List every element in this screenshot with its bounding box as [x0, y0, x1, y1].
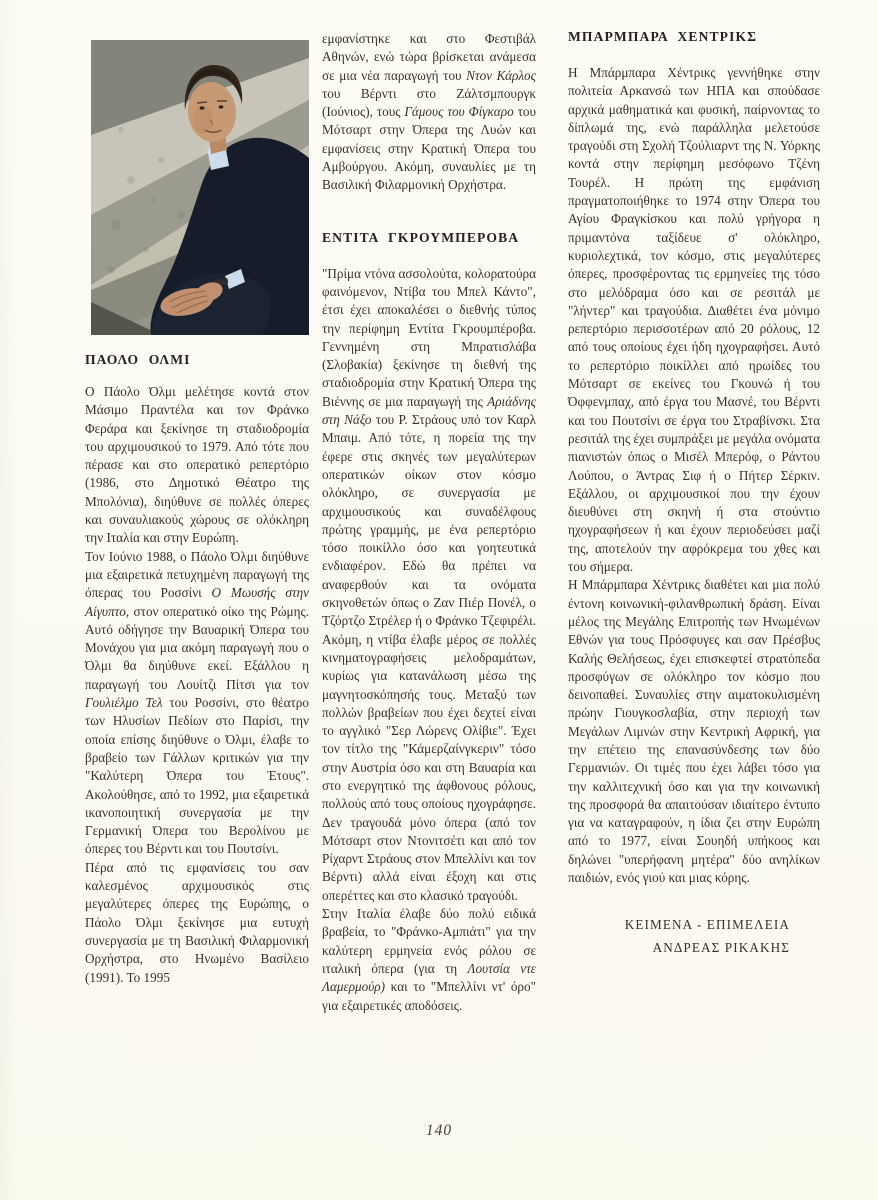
paragraph: εμφανίστηκε και στο Φεστιβάλ Αθηνών, ενώ τώρα βρίσκεται ανάμεσα σε μια νέα παραγωγή του Ντον Κάρλος του Βέρντι στο Ζάλτσμπουργκ (Ιούνιος), τους Γάμους του Φίγκαρο του Μότσαρτ στην Όπερα της Λυών και εμφανίσεις στην Κρατική Όπερα του Αμβούργου. Ακόμη, συναυλίες με τη Βασιλική Φιλαρμονική Ορχήστρα.: [322, 31, 536, 193]
paragraph: Ο Πάολο Όλμι μελέτησε κοντά στον Μάσιμο Πραντέλα και τον Φράνκο Φεράρα και ξεκίνησε τη σταδιοδρομία του αρχιμουσικού το 1979. Από τότε που πέρασε και στο οπερατικό ρεπερτόριο (1986, στο Δημοτικό Θέατρο της Μπολόνια), διηύθυνε σε πολλές όπερες και συναυλιακούς χώρους σε ολόκληρη την Ιταλία και στην Ευρώπη.: [85, 384, 309, 546]
article-heading-barbara-hendricks: ΜΠΑΡΜΠΑΡΑ ΧΕΝΤΡΙΚΣ: [568, 29, 758, 44]
article-body-barbara-hendricks: [568, 64, 820, 887]
paragraph: Πέρα από τις εμφανίσεις του σαν καλεσμένος αρχιμουσικός στις μεγαλύτερες όπερες της Ευρώπης, ο Πάολο Όλμι ξεκίνησε μια ευτυχή συνεργασία με τη Βασιλική Φιλαρμονική Ορχήστρα, στο Ηνωμένο Βασίλειο (1991). Το 1995: [85, 859, 309, 985]
article-body-paolo-olmi-continuation: [322, 30, 536, 195]
paragraph: Στην Ιταλία έλαβε δύο πολύ ειδικά βραβεία, το "Φράνκο-Αμπιάτι" για την καλύτερη ερμηνεία ενός ρόλου σε ιταλική όπερα (για τη Λουτσία ντε Λαμερμούρ) και το "Μπελλίνι ντ' όρο" για εξαιρετικές αποδόσεις.: [322, 906, 536, 1013]
article-body-paolo-olmi: [85, 383, 309, 987]
column-3: [568, 28, 820, 959]
article-heading-edita-gruberova: ΕΝΤΙΤΑ ΓΚΡΟΥΜΠΕΡΟΒΑ: [322, 229, 520, 245]
portrait-photo-illustration: [91, 40, 309, 335]
paolo-olmi-photo: [91, 40, 309, 335]
column-1: [85, 40, 309, 987]
column-2: [322, 30, 536, 1015]
paragraph: Η Μπάρμπαρα Χέντρικς διαθέτει και μια πολύ έντονη κοινωνική-φιλανθρωπική δράση. Είναι μέλος της Μεγάλης Επιτροπής των Ηνωμένων Εθνών για τους Πρόσφυγες και σαν Πρέσβυς Καλής Θελήσεως, έχει επισκεφτεί στρατόπεδα προσφύγων σε ολόκληρο τον κόσμο που δεινοπαθεί. Συναυλίες στην αιματοκυλισμένη πρώην Γιουγκοσλαβία, στην περιοχή των Μεγάλων Λιμνών στην Κεντρική Αφρική, για την επέτειο της επανασύνδεσης των δύο Γερμανιών. Οι τιμές που έχει λάβει τόσο για την καλλιτεχνική όσο και για την κοινωνική της προσφορά θα απαιτούσαν ιδιαίτερο έντυπο για να καταγραφούν, η ίδια ζει στην Ευρώπη από το 1977, είναι Σουηδή υπήκοος και δηλώνει "υπερήφανη μητέρα" δύο ανηλίκων παιδιών, ενός γιού και μιας κόρης.: [568, 577, 820, 886]
article-body-edita-gruberova: [322, 265, 536, 1015]
credits-role: ΚΕΙΜΕΝΑ - ΕΠΙΜΕΛΕΙΑ: [624, 917, 790, 933]
page-number: 140: [425, 1122, 453, 1139]
credits: [568, 913, 820, 959]
paragraph: Η Μπάρμπαρα Χέντρικς γεννήθηκε στην πολιτεία Αρκανσώ των ΗΠΑ και σπούδασε αρχικά μαθηματικά και φυσική, παίρνοντας το δίπλωμά της, ενώ παράλληλα μελετούσε τραγούδι στη Σχολή Τζούλιαρντ της Ν. Υόρκης κοντά στην περίφημη μεσόφωνο Τζένη Τουρέλ. Η πρώτη της εμφάνιση πραγματοποιήθηκε το 1974 στην Όπερα του Αγίου Φραγκίσκου και πολύ γρήγορα η πριμαντόνα ταξίδευε σ' ολόκληρο, κυριολεχτικά, τον κόσμο, στις μεγαλύτερες όπερες, προσφέροντας τις ερμηνείες της τόσο στο μελόδραμα όσο και σε ρεσιτάλ με "λήντερ" και τραγούδια. Διαθέτει ένα μόνιμο ρεπερτόριο περισσοτέρων από 20 ρόλους, 12 από τους οποίους έχει ήδη ηχογραφήσει. Αυτό το ρεπερτόριο ποικίλλει από ηρωίδες του Μότσαρτ σε εκείνες του Γκουνώ ή του Όφφενμπαχ, από έργα του Μασνέ, του Βέρντι και του Πουτσίνι σε έργα του Στραβίνσκι. Στα ρεσιτάλ της έχει συμπράξει με μεγάλα ονόματα πιανιστών όπως ο Μισέλ Μπερόφ, ο Ράντου Λούπου, ο Άντρας Σιφ ή ο Πήτερ Σέρκιν. Εξάλλου, οι αρχιμουσικοί που την έχουν διευθύνει στη σκηνή ή στα στούντιο ηχογραφήσεων ή και έχουν περιοδεύσει μαζί της, αποτελούν την αφρόκρεμα του χθες και του σήμερα.: [568, 65, 820, 575]
paragraph: Τον Ιούνιο 1988, ο Πάολο Όλμι διηύθυνε μια εξαιρετικά πετυχημένη παραγωγή της όπερας του Ροσσίνι Ο Μωυσής στην Αίγυπτο, στον οπερατικό οίκο της Ρώμης. Αυτό οδήγησε την Βαυαρική Όπερα του Μονάχου για μια ακόμη παραγωγή που ο Όλμι θα διηύθυνε εκεί. Εξάλλου η παραγωγή του Λουίτζι Πίτσι για τον Γουλιέλμο Τελ του Ροσσίνι, στο θέατρο των Ηλυσίων Πεδίων στο Παρίσι, την οποία επίσης διηύθυνε ο Όλμι, έλαβε το βραβείο των Γάλλων κριτικών για την "Καλύτερη Όπερα του Έτους". Ακολούθησε, από το 1992, μια εξαιρετικά ικανοποιητική συνεργασία με την Γερμανική Όπερα του Βερολίνου με όπερες του Βέρντι και του Πουτσίνι.: [85, 548, 309, 857]
paragraph: "Πρίμα ντόνα ασσολούτα, κολορατούρα φαινόμενον, Ντίβα του Μπελ Κάντο", έτσι έχει αποκαλέσει ο διεθνής τύπος την περίφημη Εντίτα Γκρουμπέροβα. Γεννημένη στη Μπρατισλάβα (Σλοβακία) ξεκίνησε τη διεθνή της σταδιοδρομία στην Κρατική Όπερα της Βιέννης σε μια παραγωγή της Αριάδνης στη Νάξο του Ρ. Στράους υπό τον Καρλ Μπαιμ. Από τότε, η πορεία της την έφερε στις σκηνές των μεγαλύτερων οπερατικών οίκων στον κόσμο ολόκληρο, σε συνεργασία με αρχιμουσικούς και συναδέλφους πρώτης γραμμής, με ένα ρεπερτόριο τόσο ποικίλλο όσο και γοητευτικά ενδιαφέρον. Εδώ θα πρέπει να αναφερθούν και τα ονόματα σκηνοθετών όπως ο Ζαν Πιέρ Πονέλ, ο Τζόρτζο Στρέλερ ή ο Φράνκο Τζεφιρέλι. Ακόμη, η ντίβα έλαβε μέρος σε πολλές κινηματογραφήσεις μελοδραμάτων, κυρίως για κατανάλωση μέσω της μαγνητοσκόπησής τους. Μεταξύ των πολλών βραβείων που έχει δεχτεί είναι το αγγλικό "Σερ Λώρενς Ολίβιε". Έχει τον τίτλο της "Κάμερζαίνγκεριν" τόσο στην Αυστρία όσο και στη Βαυαρία και στο ενεργητικό της άφθονους ρόλους, πολλούς από τους οποίους ηχογράφησε. Δεν τραγουδά μόνο όπερα (από τον Μότσαρτ στον Ντονιτσέτι και από τον Ρίχαρντ Στράους στον Μπελλίνι και τον Βέρντι) αλλά είναι έξοχη και στις οπερέττες και στο κλασικό τραγούδι.: [322, 265, 537, 903]
article-heading-paolo-olmi: ΠΑΟΛΟ ΟΛΜΙ: [85, 352, 191, 367]
credits-author: ΑΝΔΡΕΑΣ ΡΙΚΑΚΗΣ: [652, 940, 790, 956]
